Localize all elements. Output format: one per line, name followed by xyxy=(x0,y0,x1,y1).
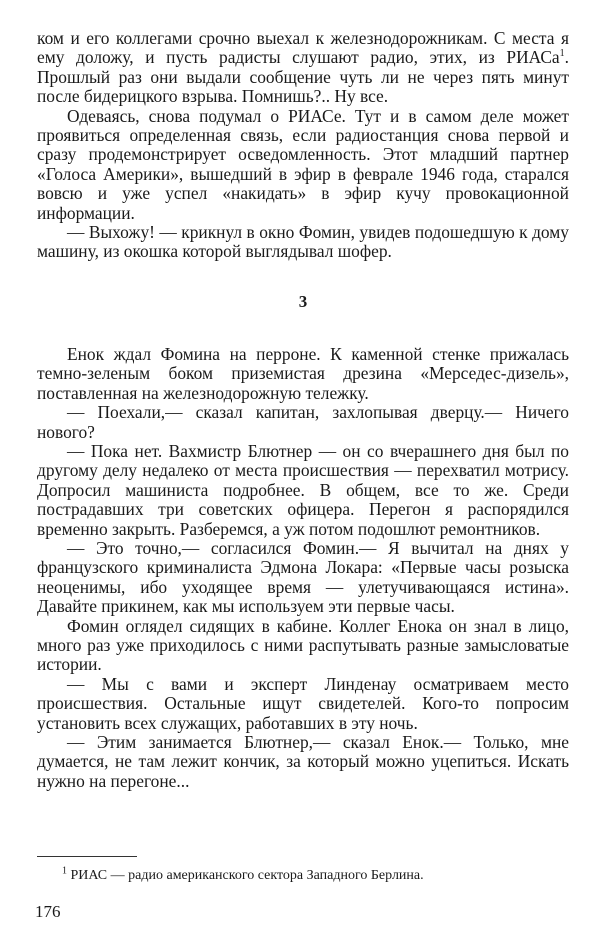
paragraph: — Поехали,— сказал капитан, захлопывая дверцу.— Ничего нового? xyxy=(37,402,569,442)
footnote-marker: 1 xyxy=(62,865,67,877)
paragraph: — Пока нет. Вахмистр Блютнер — он со вчерашнего дня был по другому делу недалеко от места происшествия — перехватил мотрису. Допросил машиниста подробнее. В общем, все то же. Среди пострадавших три советских офицера. Перегон я распорядился временно закрыть. Разберемся, а уж потом подошлют ремонтников. xyxy=(37,440,569,539)
paragraph: — Это точно,— согласился Фомин.— Я вычитал на днях у французского криминалиста Эдмона Локара: «Первые часы розыска неоценимы, ибо уходящее время — улетучивающаяся истина». Давайте прикинем, как мы используем эти первые часы. xyxy=(37,537,569,617)
paragraph-text: ком и его коллегами срочно выехал к железнодорожникам. С места я ему доложу, и пусть радисты слушают радио, этих, из РИАСа xyxy=(37,28,569,68)
page-body xyxy=(37,29,569,791)
paragraph: — Этим занимается Блютнер,— сказал Енок.— Только, мне думается, не там лежит кончик, за который можно уцепиться. Искать нужно на перегоне... xyxy=(37,732,569,791)
paragraph: — Выхожу! — крикнул в окно Фомин, увидев подошедшую к дому машину, из окошка которой выглядывал шофер. xyxy=(37,222,569,262)
paragraph: — Мы с вами и эксперт Линденау осматриваем место происшествия. Остальные ищут свидетелей. Кого-то попросим установить всех служащих, работавших в эту ночь. xyxy=(37,673,569,733)
footnote-reference: 1 xyxy=(559,48,565,60)
chapter-number: 3 xyxy=(298,291,308,311)
paragraph-text: . Прошлый раз они выдали сообщение чуть ли не через пять минут после бидерицкого взрыва. Помнишь?.. Ну все. xyxy=(37,47,569,107)
paragraph-continuation xyxy=(37,29,569,107)
footnote xyxy=(62,865,424,884)
footnote-divider xyxy=(37,856,137,857)
paragraph: Одеваясь, снова подумал о РИАСе. Тут и в самом деле может проявиться определенная связь, если радиостанция снова первой и сразу продемонстрирует осведомленность. Этот младший партнер «Голоса Америки», вышедший в эфир в феврале 1946 года, старался вовсю и уже успел «накидать» в эфир кучу провокационной информации. xyxy=(37,105,569,223)
page-number: 176 xyxy=(35,902,61,921)
paragraph: Фомин оглядел сидящих в кабине. Коллег Енока он знал в лицо, много раз уже приходилось с ними распутывать разные замысловатые истории. xyxy=(37,615,569,675)
footnote-text: РИАС — радио американского сектора Западного Берлина. xyxy=(70,868,424,883)
paragraph: Енок ждал Фомина на перроне. К каменной стенке прижалась темно-зеленым боком приземистая дрезина «Мерседес-дизель», поставленная на железнодорожную тележку. xyxy=(37,343,569,403)
